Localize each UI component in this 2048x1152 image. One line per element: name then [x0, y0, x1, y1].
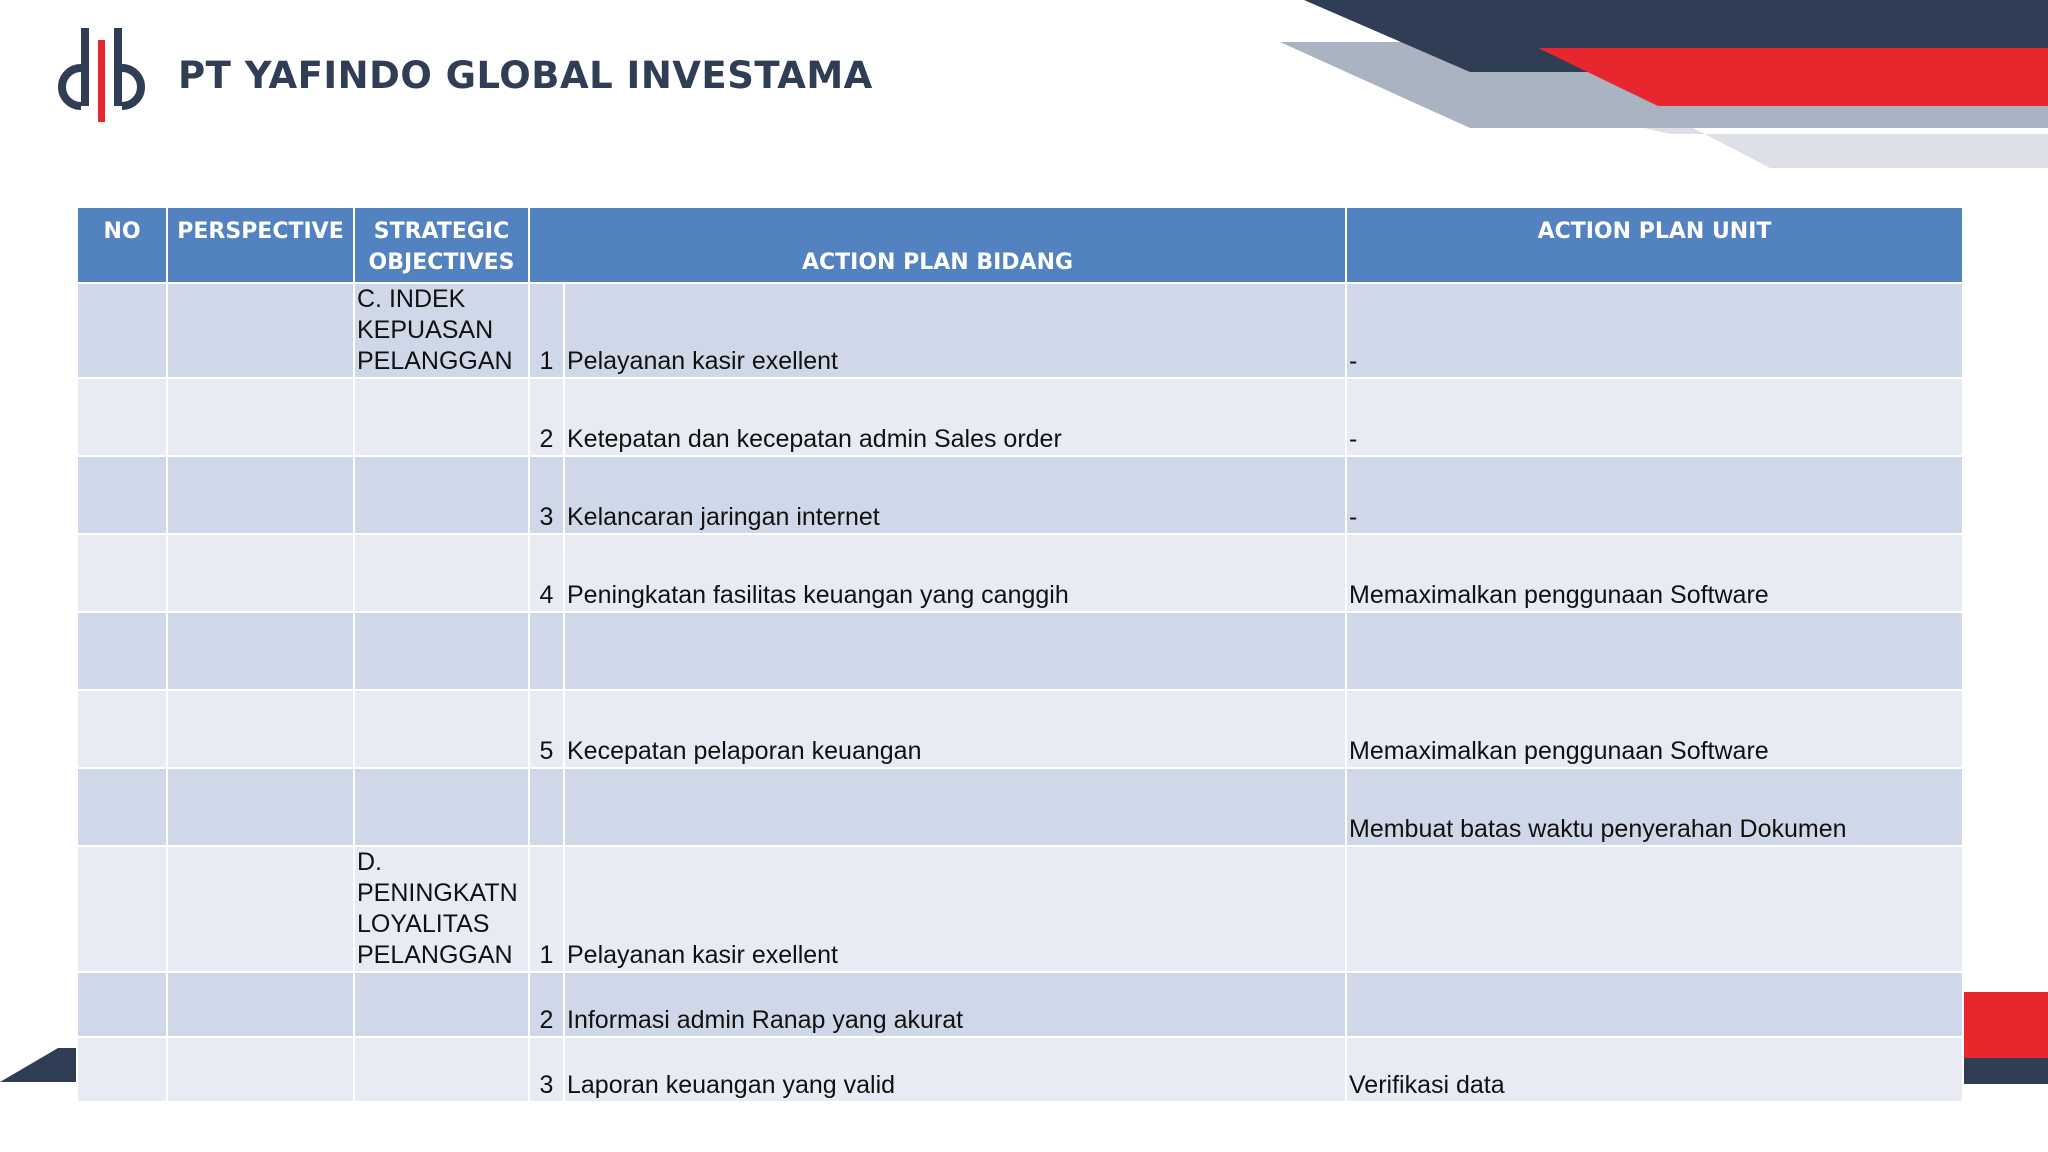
column-header-perspective: PERSPECTIVE	[167, 207, 354, 283]
row-action-plan-bidang: Ketepatan dan kecepatan admin Sales order	[564, 378, 1346, 456]
row-action-plan-bidang: Kecepatan pelaporan keuangan	[564, 690, 1346, 768]
row-action-plan-bidang	[564, 612, 1346, 690]
row-perspective	[167, 456, 354, 534]
row-action-plan-unit: Memaximalkan penggunaan Software	[1346, 690, 1963, 768]
row-no	[77, 972, 167, 1037]
row-perspective	[167, 612, 354, 690]
row-no	[77, 690, 167, 768]
row-no	[77, 283, 167, 378]
row-number: 3	[529, 1037, 564, 1102]
row-action-plan-unit	[1346, 612, 1963, 690]
row-number: 1	[529, 283, 564, 378]
row-objective	[354, 1037, 529, 1102]
row-action-plan-unit: -	[1346, 283, 1963, 378]
row-no	[77, 1037, 167, 1102]
row-action-plan-unit	[1346, 972, 1963, 1037]
row-perspective	[167, 846, 354, 972]
row-action-plan-bidang: Kelancaran jaringan internet	[564, 456, 1346, 534]
table-row	[77, 283, 1963, 378]
row-perspective	[167, 972, 354, 1037]
row-perspective	[167, 690, 354, 768]
row-number	[529, 768, 564, 846]
column-header-action-plan-unit: ACTION PLAN UNIT	[1346, 207, 1963, 283]
column-header-no: NO	[77, 207, 167, 283]
row-objective: C. INDEK KEPUASAN PELANGGAN	[354, 283, 529, 378]
row-action-plan-unit: Membuat batas waktu penyerahan Dokumen	[1346, 768, 1963, 846]
column-header-strategic-objectives: STRATEGIC OBJECTIVES	[354, 207, 529, 283]
column-header-action-plan-bidang: ACTION PLAN BIDANG	[529, 207, 1346, 283]
company-name: PT YAFINDO GLOBAL INVESTAMA	[178, 54, 873, 97]
corner-decoration-right	[1962, 992, 2048, 1084]
table-row	[77, 972, 1963, 1037]
row-action-plan-unit	[1346, 846, 1963, 972]
row-perspective	[167, 534, 354, 612]
yafindo-logo-icon	[50, 26, 156, 122]
row-number	[529, 612, 564, 690]
row-objective	[354, 378, 529, 456]
row-no	[77, 768, 167, 846]
row-no	[77, 612, 167, 690]
row-objective	[354, 972, 529, 1037]
row-action-plan-bidang: Pelayanan kasir exellent	[564, 283, 1346, 378]
table-row	[77, 456, 1963, 534]
row-number: 2	[529, 378, 564, 456]
row-objective: D. PENINGKATN LOYALITAS PELANGGAN	[354, 846, 529, 972]
row-objective	[354, 768, 529, 846]
table-row	[77, 378, 1963, 456]
row-action-plan-bidang: Pelayanan kasir exellent	[564, 846, 1346, 972]
row-perspective	[167, 283, 354, 378]
table-header-row	[77, 207, 1963, 283]
row-no	[77, 378, 167, 456]
table-row	[77, 612, 1963, 690]
row-action-plan-bidang: Laporan keuangan yang valid	[564, 1037, 1346, 1102]
row-number: 4	[529, 534, 564, 612]
row-action-plan-unit: -	[1346, 378, 1963, 456]
header-decoration	[1280, 0, 2048, 172]
row-number: 1	[529, 846, 564, 972]
row-objective	[354, 456, 529, 534]
row-number: 5	[529, 690, 564, 768]
row-number: 3	[529, 456, 564, 534]
row-action-plan-bidang: Informasi admin Ranap yang akurat	[564, 972, 1346, 1037]
row-perspective	[167, 1037, 354, 1102]
corner-decoration-left	[0, 1048, 80, 1082]
row-no	[77, 534, 167, 612]
table-row	[77, 1037, 1963, 1102]
row-no	[77, 456, 167, 534]
action-plan-table	[76, 206, 1964, 1103]
table-row	[77, 768, 1963, 846]
row-no	[77, 846, 167, 972]
row-objective	[354, 612, 529, 690]
table-row	[77, 534, 1963, 612]
row-action-plan-unit: -	[1346, 456, 1963, 534]
row-perspective	[167, 768, 354, 846]
table-row	[77, 690, 1963, 768]
row-objective	[354, 690, 529, 768]
row-objective	[354, 534, 529, 612]
row-action-plan-unit: Memaximalkan penggunaan Software	[1346, 534, 1963, 612]
row-action-plan-unit: Verifikasi data	[1346, 1037, 1963, 1102]
row-action-plan-bidang	[564, 768, 1346, 846]
row-perspective	[167, 378, 354, 456]
table-row	[77, 846, 1963, 972]
row-action-plan-bidang: Peningkatan fasilitas keuangan yang canggih	[564, 534, 1346, 612]
row-number: 2	[529, 972, 564, 1037]
